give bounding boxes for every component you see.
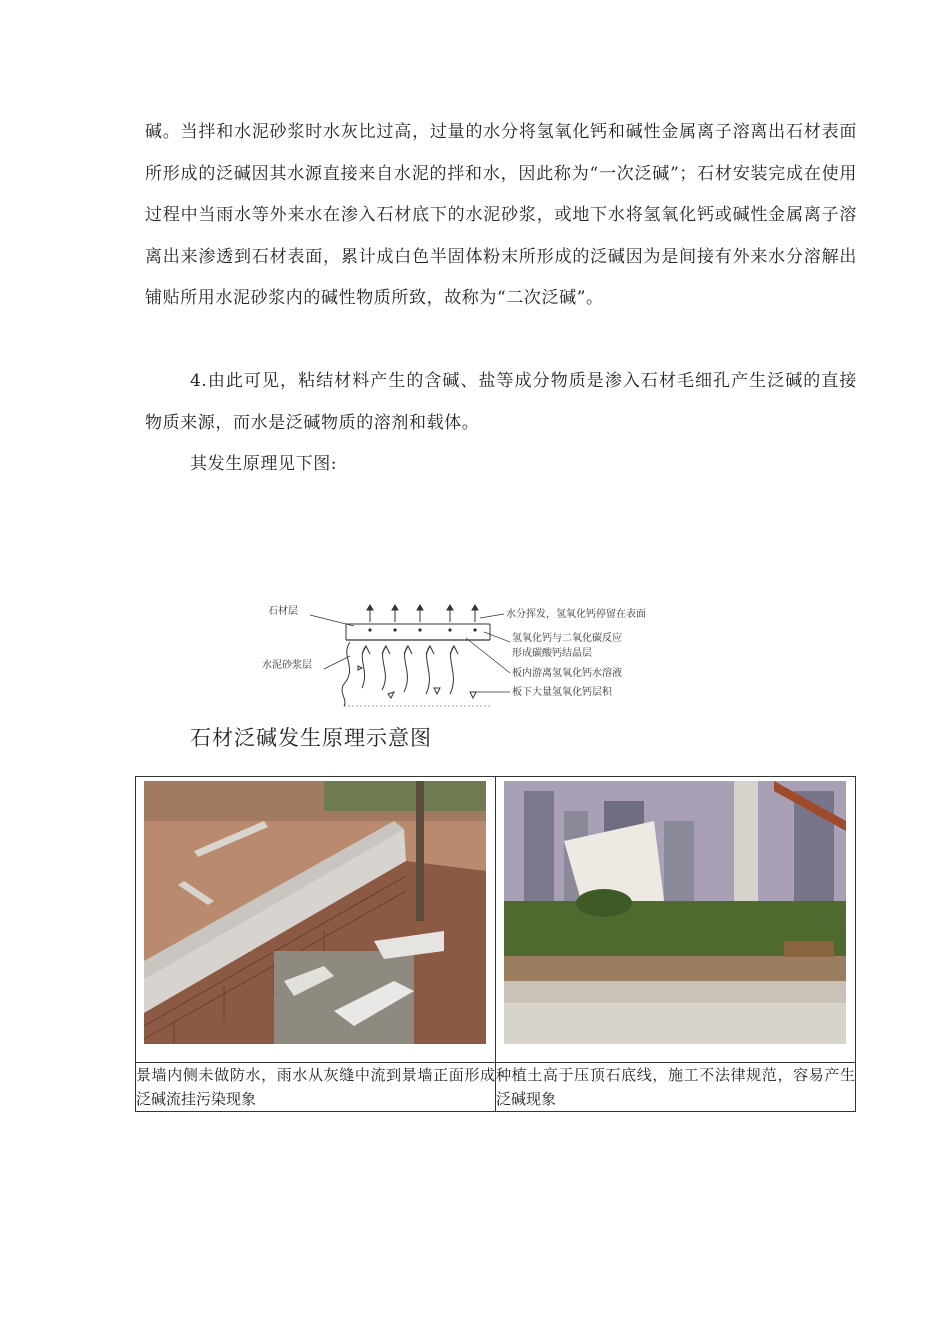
diagram-caption: 石材泛碱发生原理示意图	[190, 726, 432, 750]
label-free-solution: 板内游离氢氧化钙水溶液	[512, 668, 622, 679]
efflorescence-principle-diagram	[258, 596, 670, 714]
label-stone-layer: 石材层	[268, 606, 298, 617]
label-mortar-layer: 水泥砂浆层	[262, 660, 312, 671]
paragraph-efflorescence-types: 碱。当拌和水泥砂浆时水灰比过高，过量的水分将氢氧化钙和碱性金属离子溶离出石材表面所形成的泛碱因其水源直接来自水泥的拌和水，因此称为“一次泛碱”；石材安装完成在使用过程中当雨水等外来水在渗入石材底下的水泥砂浆，或地下水将氢氧化钙或碱性金属离子溶离出来渗透到石材表面，累计成白色半固体粉末所形成的泛碱因为是间接有外来水分溶解出铺贴所用水泥砂浆内的碱性物质所致，故称为“二次泛碱”。	[145, 122, 857, 308]
photo-description-right: 种植土高于压顶石底线，施工不法律规范，容易产生泛碱现象	[496, 1063, 856, 1112]
paragraph-conclusion: 4.由此可见，粘结材料产生的含碱、盐等成分物质是渗入石材毛细孔产生泛碱的直接物质来源，而水是泛碱物质的溶剂和载体。	[145, 371, 857, 433]
paragraph-see-figure: 其发生原理见下图:	[190, 454, 338, 474]
photo-table	[135, 776, 856, 1112]
label-reaction-1: 氢氧化钙与二氧化碳反应	[512, 633, 622, 644]
photo-landscape-wall	[144, 781, 486, 1044]
photo-cell-left	[136, 777, 496, 1063]
label-evaporation: 水分挥发，氢氧化钙停留在表面	[506, 609, 646, 620]
photo-cell-right	[496, 777, 856, 1063]
photo-description-left: 景墙内侧未做防水，雨水从灰缝中流到景墙正面形成泛碱流挂污染现象	[136, 1063, 496, 1112]
photo-planting-bed	[504, 781, 846, 1044]
label-accumulation: 板下大量氢氧化钙层积	[512, 687, 612, 698]
label-reaction-2: 形成碳酸钙结晶层	[512, 648, 592, 659]
